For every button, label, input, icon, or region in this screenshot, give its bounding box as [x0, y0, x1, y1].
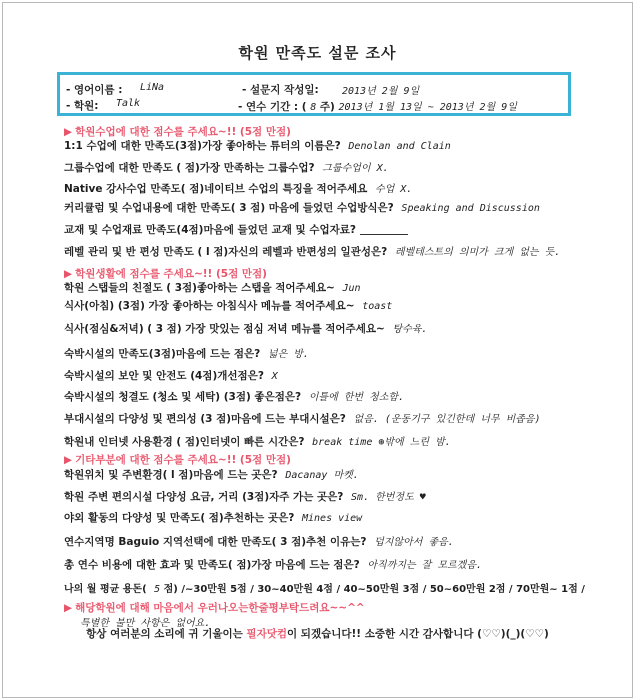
footer-after: 이 되겠습니다!! 소중한 시간 감사합니다 (♡♡)(_)(♡♡)	[287, 628, 549, 640]
question-5	[64, 222, 408, 237]
question-text: 야외 활동의 다양성 및 만족도( 점)추천하는 곳은?	[64, 512, 295, 524]
question-4	[64, 200, 540, 215]
section-review-heading	[64, 600, 365, 615]
question-text: 나의 월 평균 용돈(	[64, 584, 147, 595]
question-text: 커리큘럼 및 수업내용에 대한 만족도( 3 점) 마음에 들었던 수업방식은?	[64, 202, 394, 214]
question-text: 숙박시설의 청결도 (청소 및 세탁) (3점) 좋은점은?	[64, 391, 302, 403]
name-label: - 영어이름 :	[66, 84, 123, 96]
answer-text: 넓은 방.	[267, 349, 309, 360]
period-mid: 주)	[319, 101, 335, 113]
period-weeks: 8	[310, 102, 317, 113]
period-label-text: - 연수 기간 : (	[238, 101, 307, 113]
question-15	[64, 466, 359, 482]
section-class-heading	[64, 124, 291, 139]
date-label: - 설문지 작성일:	[242, 84, 319, 96]
date-value: 2013년 2월 9일	[342, 86, 420, 97]
arrow-right-icon: ▶	[64, 454, 73, 466]
question-1	[64, 138, 451, 153]
question-7	[64, 280, 361, 295]
allowance-scale: 점) /~30만원 5점 / 30~40만원 4점 / 40~50만원 3점 / 50~60만원 2점 / 70만원~ 1점 /	[163, 584, 585, 595]
section-life-text: 학원생활에 점수를 주세요~!! (5점 만점)	[75, 268, 267, 280]
question-text: 연수지역명 Baguio 지역선택에 대한 만족도( 3 점)추천 이유는?	[64, 536, 367, 548]
question-9	[64, 320, 427, 336]
question-2	[64, 159, 389, 175]
question-text: 1:1 수업에 대한 만족도(3점)가장 좋아하는 튜터의 이름은?	[64, 140, 341, 152]
question-text: 그룹수업에 대한 만족도 ( 점)가장 만족하는 그룹수업?	[64, 162, 315, 174]
answer-text: 탕수육.	[392, 324, 428, 335]
answer-text: Dacanay 마켓.	[285, 470, 359, 481]
period-label	[238, 98, 517, 114]
question-text: 학원 스탭들의 친절도 ( 3점)좋아하는 스탭을 적어주세요~	[64, 282, 335, 294]
section-review-text: 해당학원에 대해 마음에서 우러나오는한줄평부탁드려요~~^^	[75, 602, 365, 614]
answer-text: X	[271, 371, 278, 382]
arrow-right-icon: ▶	[64, 602, 73, 614]
arrow-right-icon: ▶	[64, 126, 73, 138]
question-text: 숙박시설의 보안 및 안전도 (4점)개선점은?	[64, 370, 264, 382]
question-text: Native 강사수업 만족도( 점)네이티브 수업의 특징을 적어주세요	[64, 183, 368, 195]
question-text: 식사(아침) (3점) 가장 좋아하는 아침식사 메뉴를 적어주세요~	[64, 300, 355, 312]
answer-text: 그룹수업이 X.	[322, 163, 389, 174]
question-text: 부대시설의 다양성 및 편의성 (3 점)마음에 드는 부대시설은?	[64, 413, 346, 425]
arrow-right-icon: ▶	[64, 268, 73, 280]
answer-text: 이틀에 한번 청소함.	[308, 392, 405, 403]
answer-text: toast	[362, 301, 393, 312]
question-text: 학원내 인터넷 사용환경 ( 점)인터넷이 빠른 시간은?	[64, 436, 305, 448]
question-text: 총 연수 비용에 대한 효과 및 만족도( 점)가장 마음에 드는 점은?	[64, 559, 360, 571]
answer-text: break time ⊛밖에 느린 밤.	[312, 437, 451, 448]
question-13	[64, 410, 541, 426]
footer-before: 항상 여러분의 소리에 귀 기울이는	[86, 628, 247, 640]
question-8	[64, 298, 392, 313]
question-14	[64, 433, 451, 449]
answer-text: 아직까지는 잘 모르겠음.	[367, 560, 483, 571]
school-value: Talk	[116, 98, 141, 109]
section-class-text: 학원수업에 대한 점수를 주세요~!! (5점 만점)	[75, 126, 291, 138]
answer-blank	[360, 234, 408, 235]
section-etc-heading	[64, 452, 291, 467]
question-text: 학원위치 및 주변환경( l 점)마음에 드는 곳은?	[64, 469, 278, 481]
question-19	[64, 556, 482, 572]
question-text: 숙박시설의 만족도(3점)마음에 드는 점은?	[64, 348, 261, 360]
name-value: LiNa	[140, 82, 165, 93]
answer-text: 수업 X.	[374, 184, 413, 195]
question-11	[64, 368, 278, 383]
question-6	[64, 243, 560, 259]
footer-highlight: 필자닷컴	[246, 628, 287, 640]
answer-text: 덥지않아서 좋음.	[374, 537, 454, 548]
question-17	[64, 510, 362, 525]
question-10	[64, 345, 309, 361]
question-text: 학원 주변 편의시설 다양성 요금, 거리 (3점)자주 가는 곳은?	[64, 491, 344, 503]
question-12	[64, 388, 404, 404]
section-life-heading	[64, 266, 267, 281]
allowance-score: 5	[154, 584, 161, 595]
answer-text: 레벨테스트의 의미가 크게 없는 듯.	[394, 247, 561, 258]
answer-text: 없음. (운동기구 있긴한데 너무 비좁음)	[353, 414, 541, 425]
section-etc-text: 기타부분에 대한 점수를 주세요~!! (5점 만점)	[75, 454, 291, 466]
question-text: 레벨 관리 및 반 편성 만족도 ( l 점)자신의 레벨과 반편성의 일관성은?	[64, 246, 388, 258]
question-text: 식사(점심&저녁) ( 3 점) 가장 맛있는 점심 저녁 메뉴를 적어주세요~	[64, 323, 385, 335]
review-answer: 특별한 불만 사항은 없어요.	[80, 618, 211, 629]
question-16	[64, 488, 426, 504]
question-text: 교재 및 수업재료 만족도(4점)마음에 들었던 교재 및 수업자료?	[64, 224, 357, 236]
answer-text: Jun	[342, 283, 361, 294]
period-value: 2013년 1월 13일 ~ 2013년 2월 9일	[338, 102, 517, 113]
answer-text: Sm. 한번정도 ♥	[351, 492, 426, 503]
question-3	[64, 180, 412, 196]
answer-text: Speaking and Discussion	[401, 203, 540, 214]
page-title: 학원 만족도 설문 조사	[238, 44, 397, 62]
question-20	[64, 580, 585, 595]
answer-text: Mines view	[302, 513, 363, 524]
school-label: - 학원:	[66, 100, 99, 112]
footer-note	[0, 626, 635, 641]
answer-text: Denolan and Clain	[348, 141, 451, 152]
question-18	[64, 533, 454, 549]
